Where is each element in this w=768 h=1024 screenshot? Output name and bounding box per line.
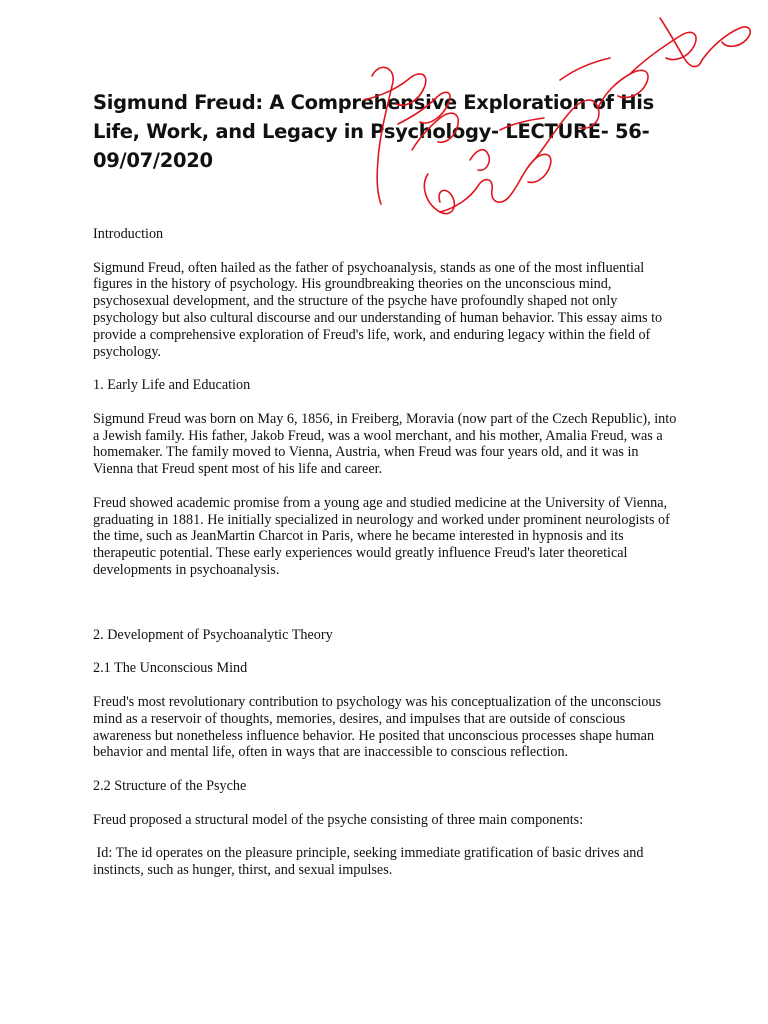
heading-psychoanalytic-theory: 2. Development of Psychoanalytic Theory	[93, 626, 333, 643]
document-body	[93, 226, 681, 879]
heading-unconscious-mind: 2.1 The Unconscious Mind	[93, 660, 248, 677]
paragraph-early-life-2: Freud showed academic promise from a young age and studied medicine at the University of Vienna, graduating in 1881. He initially specialized in neurology and worked under prominent neurologists of the time, such as JeanMartin Charcot in Paris, where he became interested in hypnosis and its therapeutic potential. These early experiences would greatly influence Freud's later theoretical developments in psychoanalysis.	[93, 494, 674, 578]
paragraph-structure-psyche: Freud proposed a structural model of the psyche consisting of three main components:	[93, 811, 584, 828]
paragraph-unconscious-mind: Freud's most revolutionary contribution to psychology was his conceptualization of the unconscious mind as a reservoir of thoughts, memories, desires, and impulses that are outside of conscious awareness but nonetheless influence behavior. He posited that unconscious processes shape human behavior and mental life, often in ways that are inaccessible to conscious reflection.	[93, 693, 665, 761]
heading-structure-psyche: 2.2 Structure of the Psyche	[93, 777, 247, 794]
heading-introduction: Introduction	[93, 226, 164, 242]
document-title: Sigmund Freud: A Comprehensive Exploration of His Life, Work, and Legacy in Psychology- LECTURE- 56- 09/07/2020	[93, 91, 654, 172]
paragraph-id: Id: The id operates on the pleasure principle, seeking immediate gratification of basic drives and instincts, such as hunger, thirst, and sexual impulses.	[93, 845, 648, 878]
paragraph-early-life-1: Sigmund Freud was born on May 6, 1856, in Freiberg, Moravia (now part of the Czech Republic), into a Jewish family. His father, Jakob Freud, was a wool merchant, and his mother, Amalia Freud, was a homemaker. The family moved to Vienna, Austria, when Freud was four years old, and it was in Vienna that Freud spent most of his life and career.	[93, 410, 680, 478]
heading-early-life: 1. Early Life and Education	[93, 377, 251, 394]
paragraph-introduction: Sigmund Freud, often hailed as the father of psychoanalysis, stands as one of the most influential figures in the history of psychology. His groundbreaking theories on the unconscious mind, psychosexual development, and the structure of the psyche have profoundly shaped not only psychology but also cultural discourse and our understanding of human behavior. This essay aims to provide a comprehensive exploration of Freud's life, work, and enduring legacy within the field of psychology.	[93, 259, 666, 360]
